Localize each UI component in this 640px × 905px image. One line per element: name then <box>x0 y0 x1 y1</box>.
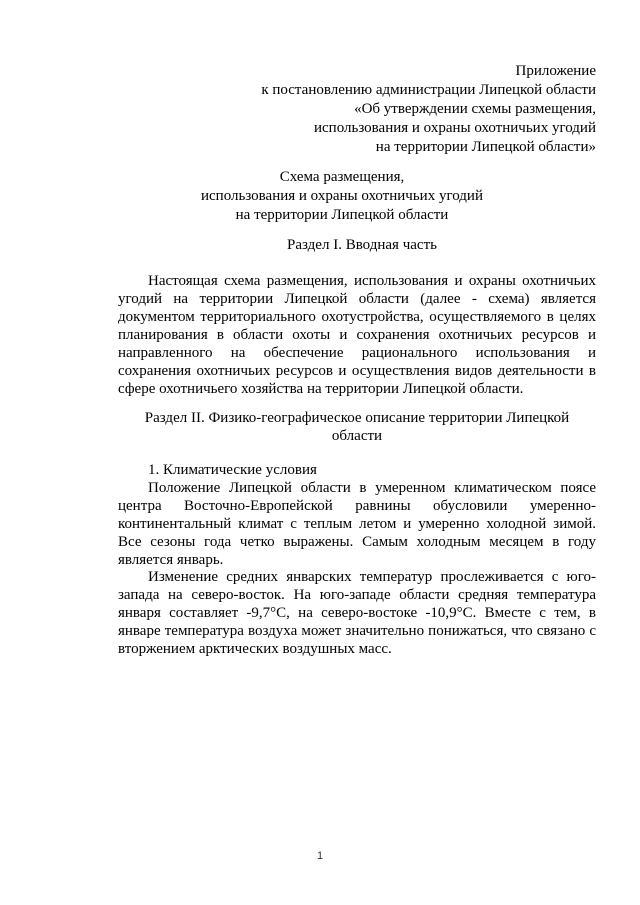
appendix-line-3: «Об утверждении схемы размещения, <box>354 101 596 117</box>
climate-paragraph-1: Положение Липецкой области в умеренном климатическом поясе центра Восточно-Европейской равнины обусловили умеренно-континентальный климат с теплым летом и умеренно холодной зимой. Все сезоны года четко выражены. Самым холодным месяцем в году является январь. <box>118 480 596 568</box>
section-1-heading: Раздел I. Вводная часть <box>287 237 437 253</box>
section-1-paragraph: Настоящая схема размещения, использования и охраны охотничьих угодий на территории Липецкой области (далее - схема) является документом территориального охотустройства, осуществляемого в целях планирования в области охоты и сохранения охотничьих ресурсов и направленного на обеспечение рационального использования и сохранения охотничьих ресурсов и осуществления видов деятельности в сфере охотничьего хозяйства на территории Липецкой области. <box>118 273 596 397</box>
appendix-line-4: использования и охраны охотничьих угодий <box>313 120 596 136</box>
section-2-heading: Раздел II. Физико-географическое описание территории Липецкой области <box>144 410 570 444</box>
appendix-line-1: Приложение <box>515 63 596 79</box>
title-line-3: на территории Липецкой области <box>235 207 449 223</box>
climate-paragraph-2: Изменение средних январских температур прослеживается с юго-запада на северо-восток. На юго-западе области средняя температура января составляет -9,7°С, на северо-востоке -10,9°С. Вместе с тем, в январе температура воздуха может значительно понижаться, что связано с вторжением арктических воздушных масс. <box>118 569 596 657</box>
page-number: 1 <box>316 850 324 862</box>
document-title <box>100 168 584 225</box>
appendix-header <box>261 62 596 157</box>
appendix-line-5: на территории Липецкой области» <box>375 139 596 155</box>
title-line-1: Схема размещения, <box>279 169 405 185</box>
title-line-2: использования и охраны охотничьих угодий <box>200 188 483 204</box>
climate-subheading: 1. Климатические условия <box>148 462 317 478</box>
appendix-line-2: к постановлению администрации Липецкой области <box>261 82 596 98</box>
